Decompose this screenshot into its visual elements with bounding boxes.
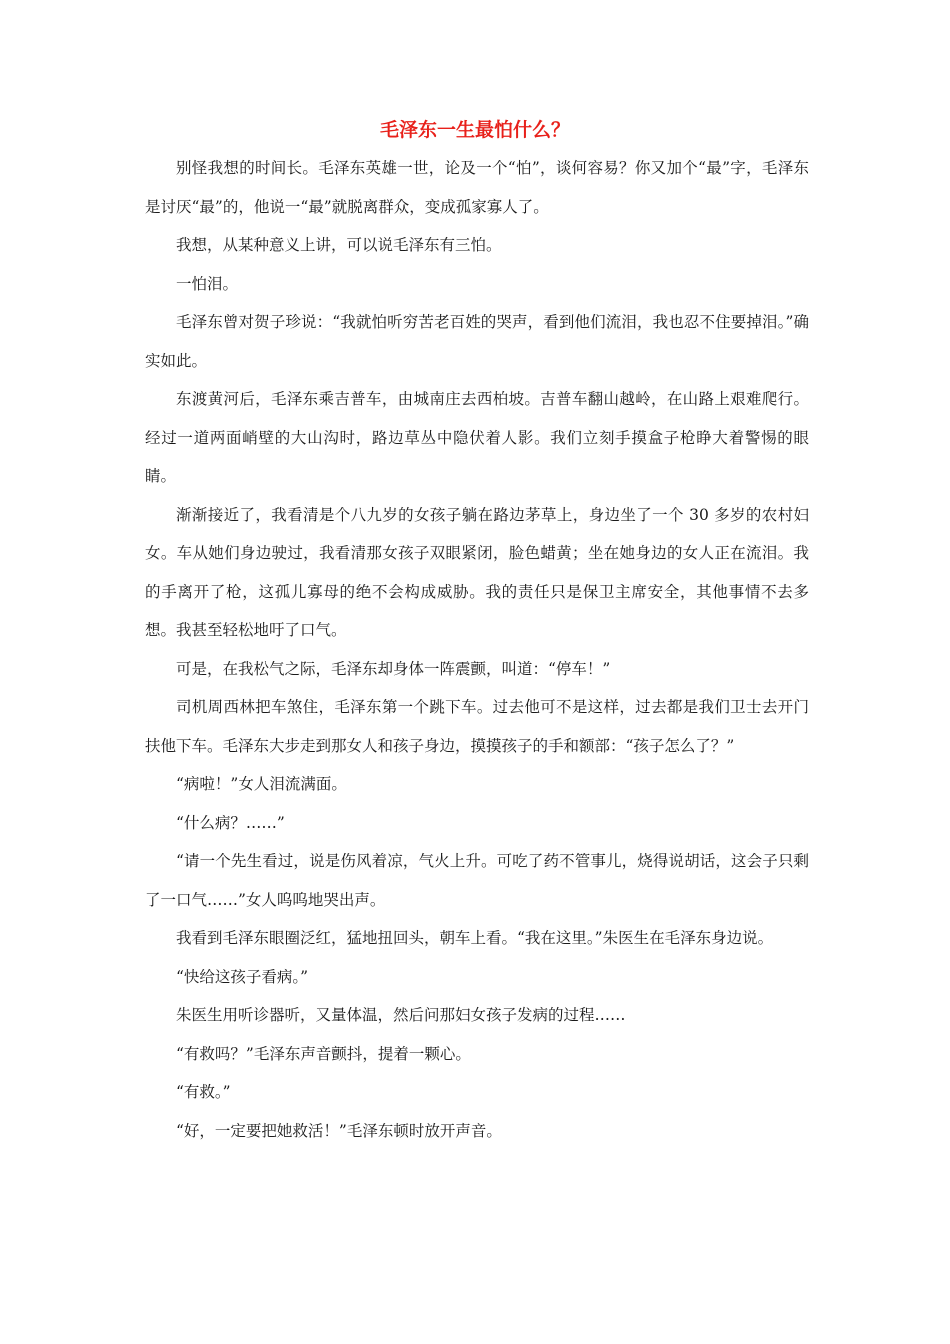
paragraph: “好，一定要把她救活！”毛泽东顿时放开声音。 xyxy=(176,1121,502,1140)
paragraph: 可是，在我松气之际，毛泽东却身体一阵震颤，叫道：“停车！” xyxy=(176,659,611,678)
paragraph: 一怕泪。 xyxy=(176,274,239,293)
paragraph: “病啦！”女人泪流满面。 xyxy=(176,775,347,793)
page-title: 毛泽东一生最怕什么？ xyxy=(379,119,570,141)
paragraph: 渐渐接近了，我看清是个八九岁的女孩子躺在路边茅草上，身边坐了一个 30 多岁的农村妇女。车从她们身边驶过，我看清那女孩子双眼紧闭，脸色蜡黄；坐在她身边的女人正在流泪。我的手离开了枪，这孤儿寡母的绝不会构成威胁。我的责任只是保卫主席安全，其他事情不去多想。我甚至轻松地吁了口气。 xyxy=(145,505,809,639)
paragraph: “请一个先生看过，说是伤风着凉，气火上升。可吃了药不管事儿，烧得说胡话，这会子只剩了一口气……”女人呜呜地哭出声。 xyxy=(145,852,809,909)
paragraph: “有救吗？”毛泽东声音颤抖，提着一颗心。 xyxy=(176,1044,471,1063)
paragraph: “快给这孩子看病。” xyxy=(176,967,309,986)
paragraph: 毛泽东曾对贺子珍说：“我就怕听穷苦老百姓的哭声，看到他们流泪，我也忍不住要掉泪。”确实如此。 xyxy=(145,313,809,370)
paragraph: 我看到毛泽东眼圈泛红，猛地扭回头，朝车上看。“我在这里。”朱医生在毛泽东身边说。 xyxy=(176,929,774,947)
paragraph: “有救。” xyxy=(176,1083,231,1101)
paragraph: 朱医生用听诊器听，又量体温，然后问那妇女孩子发病的过程…… xyxy=(176,1006,626,1024)
paragraph: “什么病？……” xyxy=(176,813,285,832)
paragraph: 司机周西林把车煞住，毛泽东第一个跳下车。过去他可不是这样，过去都是我们卫士去开门扶他下车。毛泽东大步走到那女人和孩子身边，摸摸孩子的手和额部：“孩子怎么了？” xyxy=(145,698,809,755)
paragraph: 东渡黄河后，毛泽东乘吉普车，由城南庄去西柏坡。吉普车翻山越岭，在山路上艰难爬行。经过一道两面峭壁的大山沟时，路边草丛中隐伏着人影。我们立刻手摸盒子枪睁大着警惕的眼睛。 xyxy=(145,390,809,485)
article-body xyxy=(145,149,809,1150)
paragraph: 别怪我想的时间长。毛泽东英雄一世，论及一个“怕”，谈何容易？你又加个“最”字，毛泽东是讨厌“最”的，他说一“最”就脱离群众，变成孤家寡人了。 xyxy=(145,159,809,216)
paragraph: 我想，从某种意义上讲，可以说毛泽东有三怕。 xyxy=(176,236,502,254)
